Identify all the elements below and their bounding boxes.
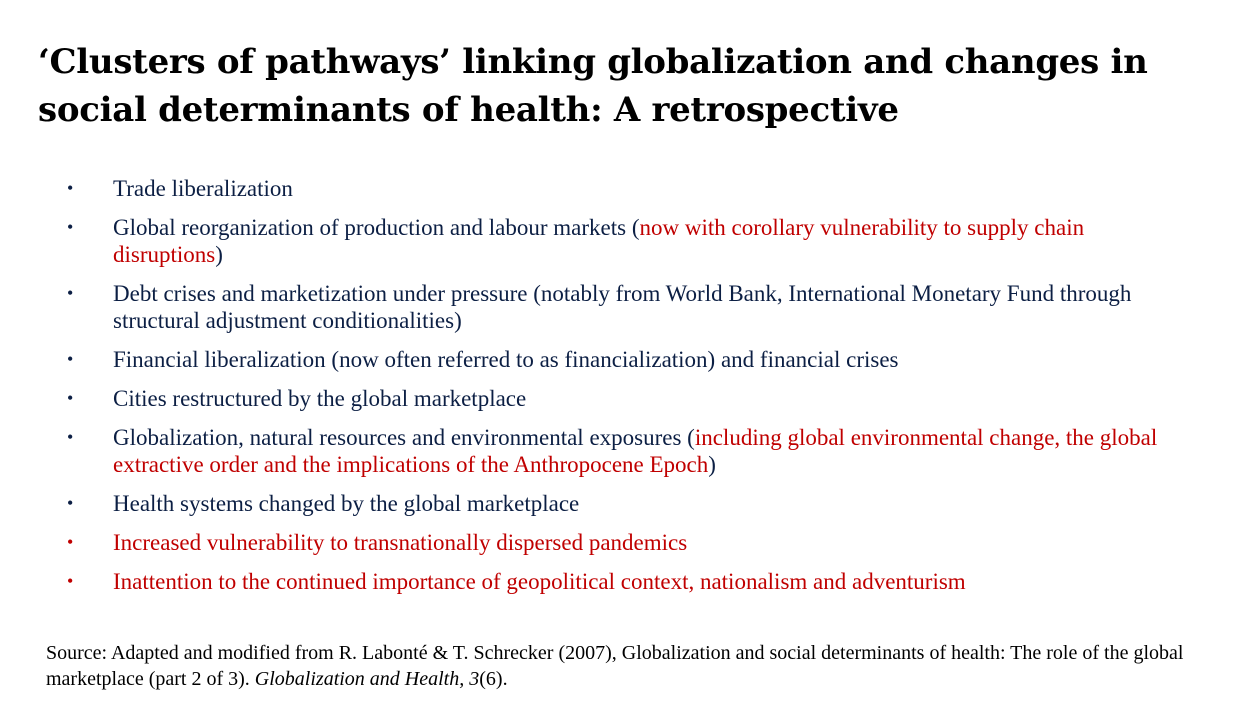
bullet-health-systems <box>0 490 1236 517</box>
bullet-highlight: including global environmental change, the global extractive order and the implications of the Anthropocene Epoch <box>113 425 1158 477</box>
source-journal: Globalization and Health, 3 <box>254 668 480 690</box>
bullet-geopolitical-context <box>0 568 1236 595</box>
bullet-text: Increased vulnerability to transnationally dispersed pandemics <box>113 530 688 555</box>
source-citation <box>46 640 1206 692</box>
bullet-tail: ) <box>215 242 223 267</box>
bullet-icon: • <box>67 493 74 513</box>
bullet-icon: • <box>67 571 74 591</box>
bullet-icon: • <box>67 283 74 303</box>
slide-title: ‘Clusters of pathways’ linking globalization and changes in social determinants of health: A retrospective <box>38 42 1148 130</box>
bullet-icon: • <box>67 178 74 198</box>
bullet-text: Debt crises and marketization under pressure (notably from World Bank, International Monetary Fund through structural adjustment conditionalities) <box>113 281 1132 333</box>
bullet-debt-crises <box>0 280 1236 334</box>
source-text: Source: Adapted and modified from R. Labonté & T. Schrecker (2007), Globalization and social determinants of health: The role of the global marketplace (part 2 of 3). <box>46 642 1184 690</box>
bullet-icon: • <box>67 388 74 408</box>
bullet-list <box>0 175 1236 607</box>
bullet-icon: • <box>67 427 74 447</box>
bullet-natural-resources <box>0 424 1236 478</box>
bullet-text: Globalization, natural resources and environmental exposures ( <box>113 425 695 450</box>
bullet-icon: • <box>67 349 74 369</box>
bullet-text: Cities restructured by the global marketplace <box>113 386 527 411</box>
bullet-icon: • <box>67 217 74 237</box>
bullet-pandemics <box>0 529 1236 556</box>
bullet-icon: • <box>67 532 74 552</box>
bullet-text: Inattention to the continued importance of geopolitical context, nationalism and adventurism <box>113 569 966 594</box>
bullet-tail: ) <box>708 452 716 477</box>
bullet-text: Global reorganization of production and labour markets ( <box>113 215 640 240</box>
bullet-cities-restructured <box>0 385 1236 412</box>
bullet-highlight: now with corollary vulnerability to supply chain disruptions <box>113 215 1085 267</box>
bullet-text: Trade liberalization <box>113 176 293 201</box>
bullet-global-reorganization <box>0 214 1236 268</box>
bullet-text: Financial liberalization (now often referred to as financialization) and financial crises <box>113 347 899 372</box>
source-tail: (6). <box>479 668 508 690</box>
bullet-financial-liberalization <box>0 346 1236 373</box>
bullet-text: Health systems changed by the global marketplace <box>113 491 580 516</box>
bullet-trade-liberalization <box>0 175 1236 202</box>
